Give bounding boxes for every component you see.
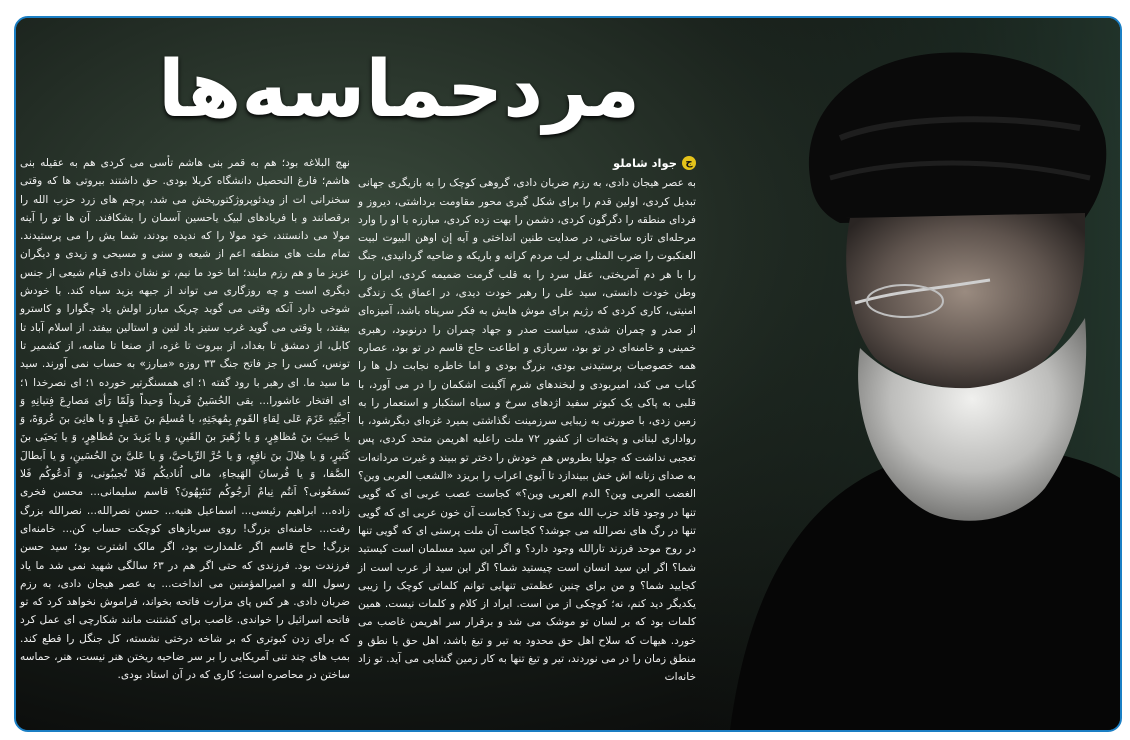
column-right [358,154,696,687]
column-left-text: نهج البلاغه بود؛ هم به قمر بنی هاشم تأسی می کردی هم به عقیله بنی هاشم؛ فارغ التحصیل دانشگاه کربلا بودی. حق داشتند بیروتی ها که وقتی سخنرانی ات از ویدئوپروژکتورپخش می شد، پرچم های زرد حزب الله را برقصانند و با فریادهای لبیک یاحسین آسمان را بشکافند. آن ها تو را آینه مولا می دانستند، خود مولا را که ندیده بودند، شما یش را می پرستیدند. تمام ملت های منطقه اعم از شیعه و سنی و مسیحی و زیدی و دیگران عزیز ما و هم رزم مایند؛ اما خود ما نیم، تو نشان دادی قیام شیعی از جنس دیگری است و چه روزگاری می تواند از جبهه یزید سیاه کند. با خودش شوخی دارد آنکه وقتی می گوید چریک مبارز اولش یاد چگوارا و کاسترو بیفتد، با وقتی می گوید غرب ستیز یاد لنین و استالین بیفتد. از اسلام آباد تا کابل، از دمشق تا بغداد، از بیروت تا غزه، از صنعا تا منامه، از کشمیر تا تونس، کسی را جز فاتح جنگ ۳۳ روزه «مبارز» به حساب نمی آورند. سید ما سید ما. ای رهبر با رود گفته ۱؛ ای همسنگرتیر خورده ۱؛ ای نصرخدا ۱؛ ای افتخار عاشورا... یقی الحُسَینُ فَریداً وَحیداً وَلَمّا رَأی مَصارِعَ فِتیانِهِ وَ اَحِبَّتِهِ عَزَمَ عَلی لِقاءِ القَومِ بِمُهجَتِهِ، یا مُسلِمَ بنَ عَقیلٍ وَ یا هانِیَ بنَ عُروَةَ، وَ یا حَبیبَ بنَ مُظاهِرٍ، وَ یا زُهَیرَ بنَ القَینِ، وَ یا یَزیدَ بنَ مُظاهِرٍ، وَ یا یَحیَی بنَ کَثیرٍ، وَ یا هِلالَ بنَ نافِعٍ، وَ یا حُرَّ الرِّیاحیَّ، وَ یا عَلیَّ بنَ الحُسَینِ، وَ یا اَبطالَ الصَّفا، وَ یا فُرسانَ الهَیجاءِ، مالی اُنادیکُم فَلا تُجیبُونی، وَ اَدعُوکُم فَلا تَسمَعُونی؟ اَنتُم نِیامٌ اَرجُوکُم تَنتَبِهُونَ؟ قاسم سلیمانی... محسن فخری زاده... ابراهیم رئیسی... اسماعیل هنیه... حسن نصرالله... نصرالله بزرگ رفت... خامنه‌ای بزرگ! روی سربازهای کوچکت حساب کن... خامنه‌ای بزرگ! حاج قاسم اگر علمدارت بود، اگر مالک اشترت بود؛ سید حسن فرزندت بود. فرزندی که حتی اگر هم در ۶۳ سالگی شهید نمی شد ما یاد رسول الله و امیرالمؤمنین می انداخت... به عصر هیجان دادی، به رزم ضربان دادی. هر کس پای مزارت فاتحه بخواند، فراموش نخواهد کرد که تو فاتحه اسرائیل را خواندی. غاصب برای کشتنت مانند شکارچی ای عمل کرد که برای زدن کبوتری که بر شاخه درختی نشسته، کل جنگل را قطع کند. بمب های چند تنی آمریکایی را بر سر ضاحیه ریختن هنر نیست، هنر، حماسه ساختن در محاصره است؛ کاری که در آن استاد بودی. [20,157,350,682]
column-right-text: به عصر هیجان دادی، به رزم ضربان دادی، گروهی کوچک را به بازیگری جهانی تبدیل کردی، اولین قدم را برای شکل گیری محور مقاومت برداشتی، دیروز و فردای منطقه را دگرگون کردی، دشمن را بهت زده کردی، مبارزه با او را وارد مرحله‌ای تازه ساختی، در صدایت طنین انداختی و آیه إن اوهن البیوت لبیت العنکبوت را ضرب المثلی بر لب مردم کرانه و باریکه و ضاحیه گردانیدی، جنگ را با هر دم آمریختی، عقل سرد را به قلب گرمت ضمیمه کردی، ایران را وطن خودت دانستی، سید علی را رهبر خودت دیدی، در اعماق یک زندگی امنیتی، کاری کردی که رژیم برای موش هایش به فکر سرپناه باشد، آمیزه‌ای از صدر و چمران شدی، سیاست صدر و جهاد چمران را درنوبود، رهبری خمینی و خامنه‌ای در تو بود، سربازی و اطاعت حاج قاسم در تو بود، عصاره همه خصوصیات پرستیدنی بودی، بزرگ بودی و اما خاطره نجابت دل ها را کباب می کند، امیربودی و لبخندهای شرم آگینت اشکمان را در می آورد، با قلبی به پاکی یک کبوتر سفید اژدهای سرخ و سیاه استکبار و استعمار را به زمین زدی، با صورتی به زیبایی سرزمینت نگذاشتی بمیرد غزه‌ای دیگرشود، با رواداری لبنانی و پخته‌ات از کشور ۷۲ ملت راعلیه اهریمن متحد کردی، پس تعجبی نداشت که جولیا بطروس هم خودش را دختر تو ببیند و غیرت مردانه‌ات به صدای زنانه اش خش ببیندازد تا آیوی اعراب را بریزد «الشعب العربی وین؟ الغضب العربی وین؟ الدم العربی وین؟» کجاست عصب عربی ای که گویی تنها در وجود قائد حزب الله موج می زند؟ کجاست آن خون عربی ای که گویی تنها در رگ های نصرالله می جوشد؟ کجاست آن ملت پرستی ای که گویی تنها در روح موحد فرزند تارالله وجود دارد؟ و اگر این سید مسلمان است کیستید شما؟ اگر این سید انسان است چیستید شما؟ اگر این سید از عرب است از کجایید شما؟ و من برای چنین عظمتی تنهایی توانم کلماتی کوچک را زیبی یکدیگر دید کنم، نه؛ کوچکی از من است. ایراد از کلام و کلمات نیست. همین کلمات بود که بر لسان تو موشک می شد و برقرار سر اهریمن غاصب می خورد. هیهات که سلاح اهل حق محدود به تیر و تیغ باشد، اهل حق با نطق و منطق زمان را در می نوردند، تیر و تیغ تنها به کار زمین گشایی می آید. تو زاد خانه‌ات [358,177,696,684]
column-left [20,154,350,685]
author-name: جواد شاملو [613,156,677,170]
author-bullet-icon: ج [682,156,696,170]
byline [358,154,696,172]
article-frame [14,16,1122,732]
headline: مردحماسه‌ها [157,45,640,135]
portrait-image [690,18,1120,730]
